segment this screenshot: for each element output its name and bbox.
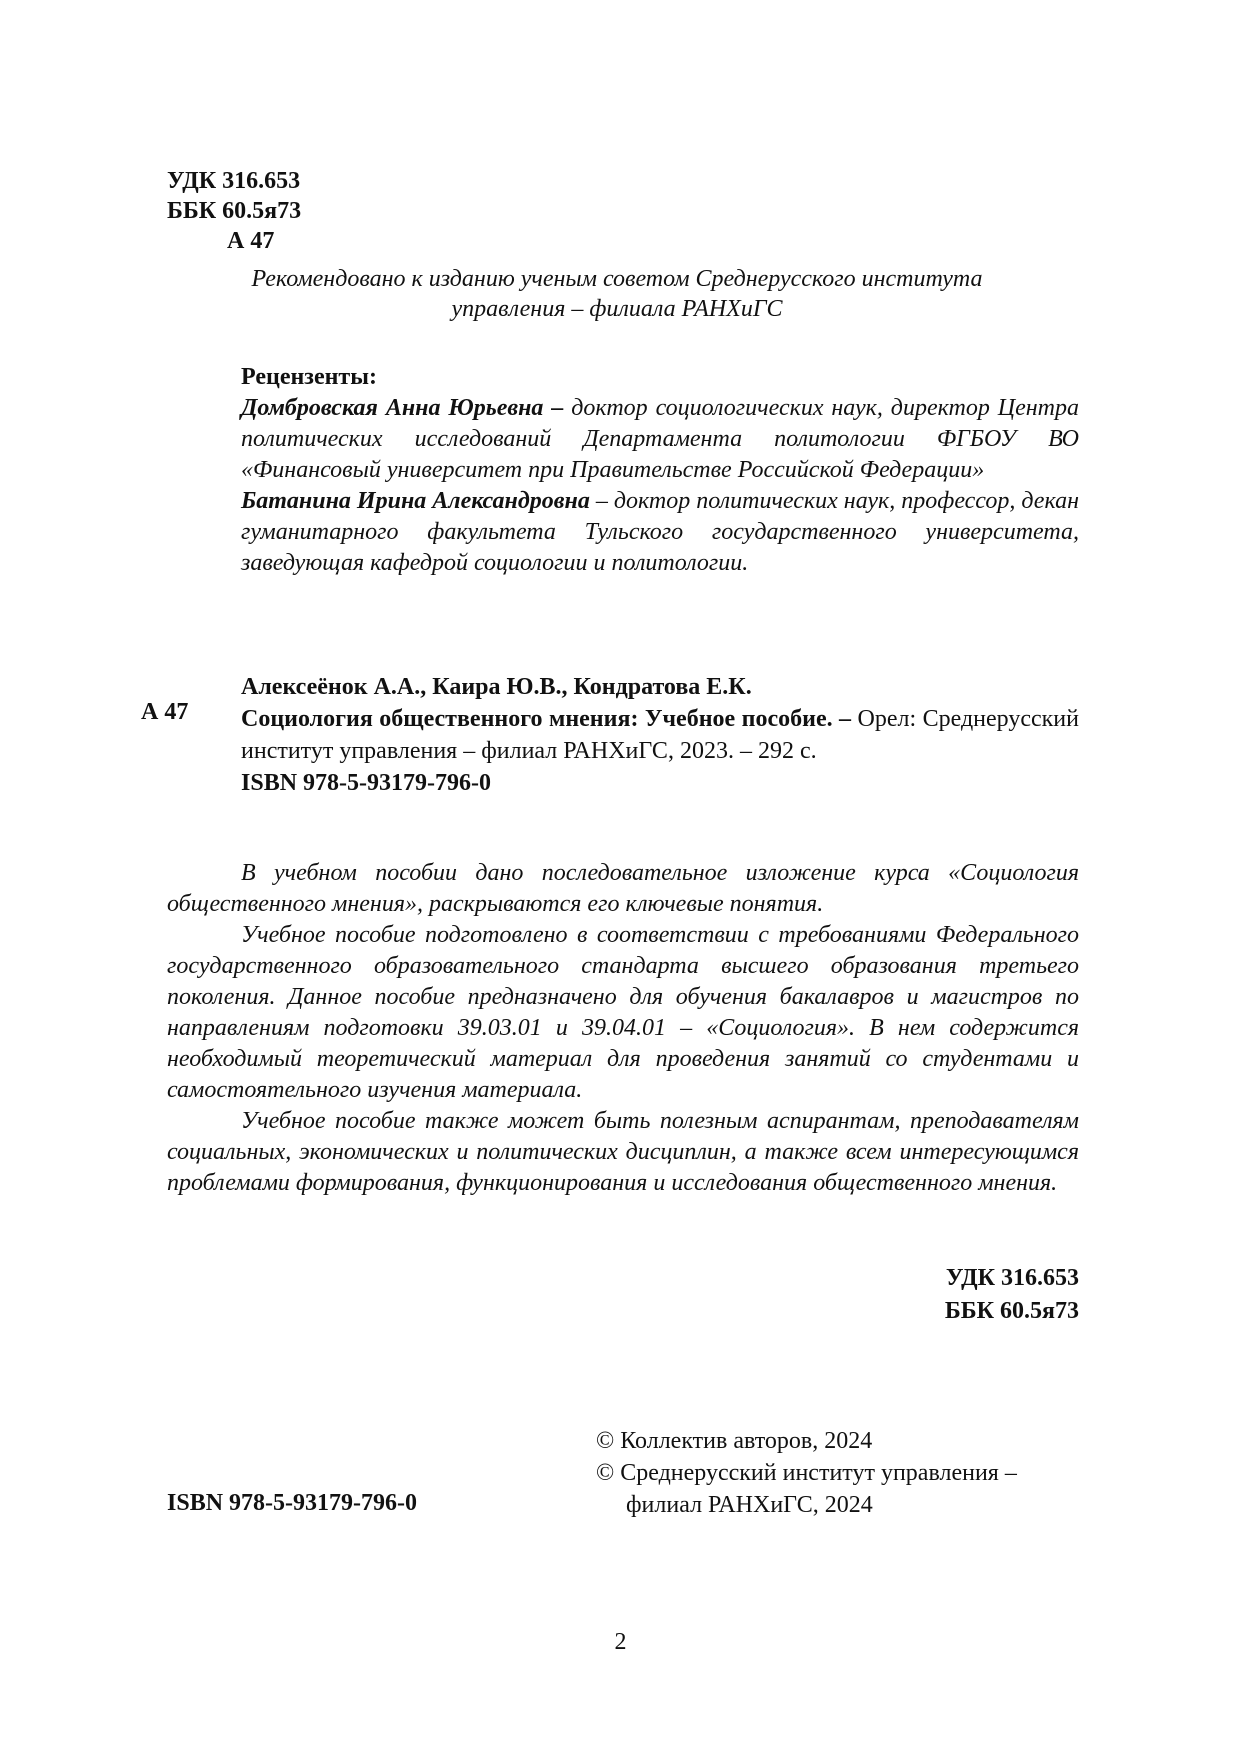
copyright-line-2: © Среднерусский институт управления – [596, 1460, 1017, 1486]
classification-codes [167, 166, 301, 256]
reviewer-1-name: Домбровская Анна Юрьевна – [241, 395, 564, 421]
copyright-block [596, 1425, 1096, 1521]
reviewer-1 [241, 393, 1079, 486]
entry-cipher: А 47 [141, 699, 189, 725]
entry-description [241, 703, 1079, 767]
entry-authors: Алексеёнок А.А., Каира Ю.В., Кондратова Е.К. [241, 674, 752, 700]
reviewer-2-name: Батанина Ирина Александровна [241, 488, 590, 514]
entry-title: Социология общественного мнения: Учебное пособие. – [241, 706, 852, 732]
annotation-paragraph-3: Учебное пособие также может быть полезным аспирантам, преподавателям социальных, экономических и политических дисциплин, а также всем интересующимся проблемами формирования, функционирования и исследования общественного мнения. [167, 1108, 1079, 1196]
reviewer-1-desc: доктор социологических наук, директор Центра политических исследований Департамента политологии ФГБОУ ВО «Финансовый университет при Правительстве Российской Федерации» [241, 395, 1079, 483]
reviewers-heading: Рецензенты: [241, 364, 377, 390]
copyright-line-3: филиал РАНХиГС, 2024 [626, 1492, 873, 1518]
entry-isbn: ISBN 978-5-93179-796-0 [241, 770, 491, 796]
copyright-line-1: © Коллектив авторов, 2024 [596, 1428, 873, 1454]
reviewer-2-desc: – доктор политических наук, профессор, декан гуманитарного факультета Тульского государственного университета, заведующая кафедрой социологии и политологии. [241, 488, 1079, 576]
bbk-code: ББК 60.5я73 [167, 198, 302, 224]
footer-udk-code: УДК 316.653 [945, 1265, 1079, 1291]
isbn-bottom: ISBN 978-5-93179-796-0 [167, 1490, 417, 1516]
recommendation-line-2: управления – филиала РАНХиГС [451, 296, 783, 322]
bibliographic-entry [241, 671, 1079, 799]
footer-classification-codes [820, 1262, 1079, 1328]
udk-code: УДК 316.653 [167, 168, 301, 194]
recommendation-line-1: Рекомендовано к изданию ученым советом Среднерусского института [251, 266, 983, 292]
footer-bbk-code: ББК 60.5я73 [944, 1298, 1079, 1324]
reviewers-block [241, 362, 1079, 579]
annotation [167, 858, 1079, 1199]
author-cipher: А 47 [227, 228, 275, 254]
page-number: 2 [614, 1629, 627, 1655]
recommendation-note [150, 264, 1084, 324]
reviewer-2 [241, 486, 1079, 579]
annotation-paragraph-2: Учебное пособие подготовлено в соответствии с требованиями Федерального государственного образовательного стандарта высшего образования третьего поколения. Данное пособие предназначено для обучения бакалавров и магистров по направлениям подготовки 39.03.01 и 39.04.01 – «Социология». В нем содержится необходимый теоретический материал для проведения занятий со студентами и самостоятельного изучения материала. [167, 922, 1079, 1103]
annotation-paragraph-1: В учебном пособии дано последовательное изложение курса «Социология общественного мнения», раскрываются его ключевые понятия. [167, 860, 1079, 917]
entry-imprint: Орел: Среднерусский институт управления – филиал РАНХиГС, 2023. – 292 с. [241, 706, 1079, 764]
